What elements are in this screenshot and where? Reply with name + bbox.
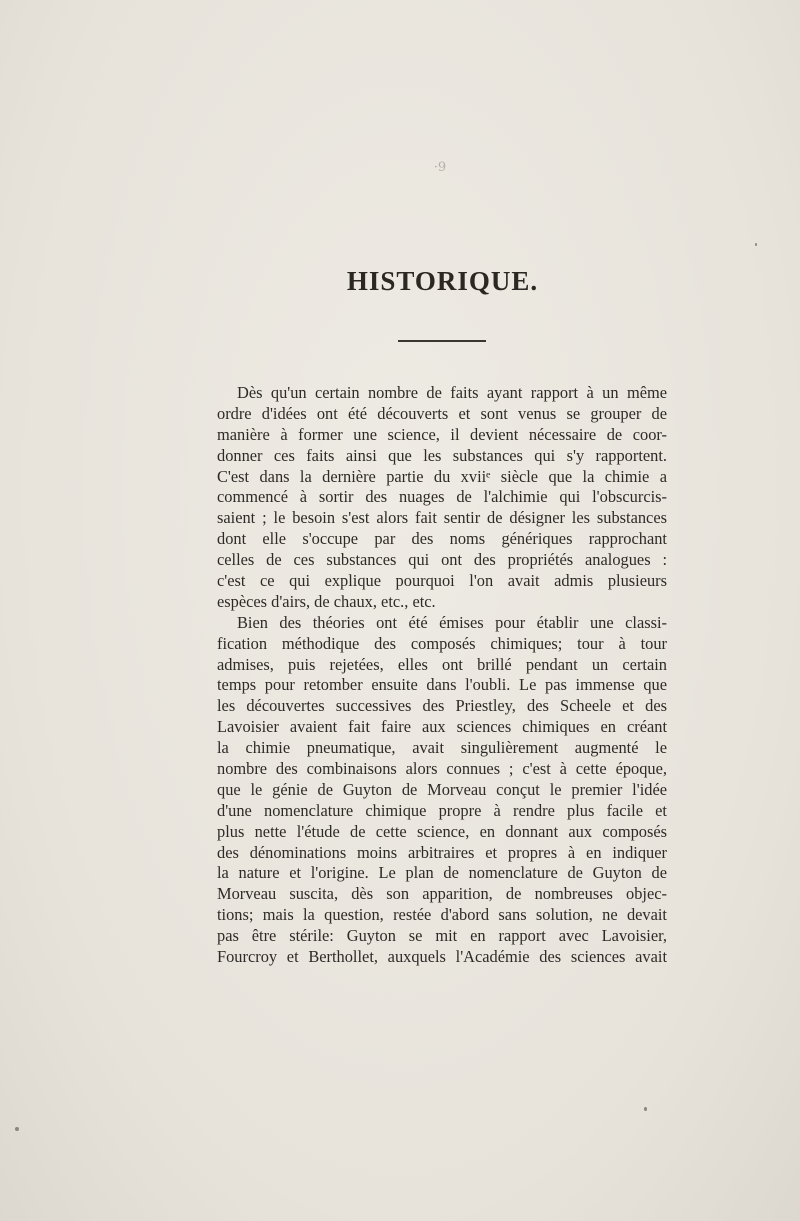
text-line: saient ; le besoin s'est alors fait sentir de désigner les substances — [217, 508, 667, 528]
text-line: donner ces faits ainsi que les substances qui s'y rapportent. — [217, 445, 667, 465]
text-line: Morveau suscita, dès son apparition, de nombreuses objec- — [217, 884, 667, 904]
text-line: espèces d'airs, de chaux, etc., etc. — [217, 591, 436, 611]
text-line: Lavoisier avaient fait faire aux sciences chimiques en créant — [217, 717, 667, 737]
text-line: les découvertes successives des Priestley, des Scheele et des — [217, 696, 667, 716]
text-line: Dès qu'un certain nombre de faits ayant rapport à un même — [237, 383, 667, 402]
text-line: tions; mais la question, restée d'abord sans solution, ne devait — [217, 905, 667, 925]
text-line: que le génie de Guyton de Morveau conçut le premier l'idée — [217, 779, 667, 799]
title-divider — [398, 340, 486, 342]
text-line: temps pour retomber ensuite dans l'oubli. Le pas immense que — [217, 675, 667, 695]
paper-speck — [15, 1127, 19, 1131]
text-line: ordre d'idées ont été découverts et sont venus se grouper de — [217, 403, 667, 423]
text-line: des dénominations moins arbitraires et propres à en indiquer — [217, 842, 667, 862]
text-line: celles de ces substances qui ont des propriétés analogues : — [217, 550, 667, 570]
text-line: d'une nomenclature chimique propre à rendre plus facile et — [217, 800, 667, 820]
text-line: nombre des combinaisons alors connues ; c'est à cette époque, — [217, 759, 667, 779]
text-line: la nature et l'origine. Le plan de nomenclature de Guyton de — [217, 863, 667, 883]
page-title: HISTORIQUE. — [346, 266, 539, 296]
text-line: pas être stérile: Guyton se mit en rapport avec Lavoisier, — [217, 926, 667, 946]
text-line: c'est ce qui explique pourquoi l'on avait admis plusieurs — [217, 571, 667, 591]
page-number-mark: ·9 — [433, 160, 447, 175]
text-line: admises, puis rejetées, elles ont brillé pendant un certain — [217, 654, 667, 674]
text-line: manière à former une science, il devient nécessaire de coor- — [217, 424, 667, 444]
text-line: dont elle s'occupe par des noms génériques rapprochant — [217, 529, 667, 549]
paper-speck — [644, 1107, 647, 1111]
text-line: plus nette l'étude de cette science, en donnant aux composés — [217, 821, 667, 841]
text-line: Bien des théories ont été émises pour établir une classi- — [237, 612, 667, 632]
paper-speck — [755, 243, 757, 246]
text-line: C'est dans la dernière partie du xviiᵉ siècle que la chimie a — [217, 466, 667, 486]
text-line: la chimie pneumatique, avait singulièrement augmenté le — [217, 738, 667, 758]
text-line: Fourcroy et Berthollet, auxquels l'Académie des sciences avait — [217, 947, 667, 967]
body-text — [217, 383, 667, 968]
text-line: commencé à sortir des nuages de l'alchimie qui l'obscurcis- — [217, 487, 667, 507]
text-line: fication méthodique des composés chimiques; tour à tour — [217, 633, 667, 653]
